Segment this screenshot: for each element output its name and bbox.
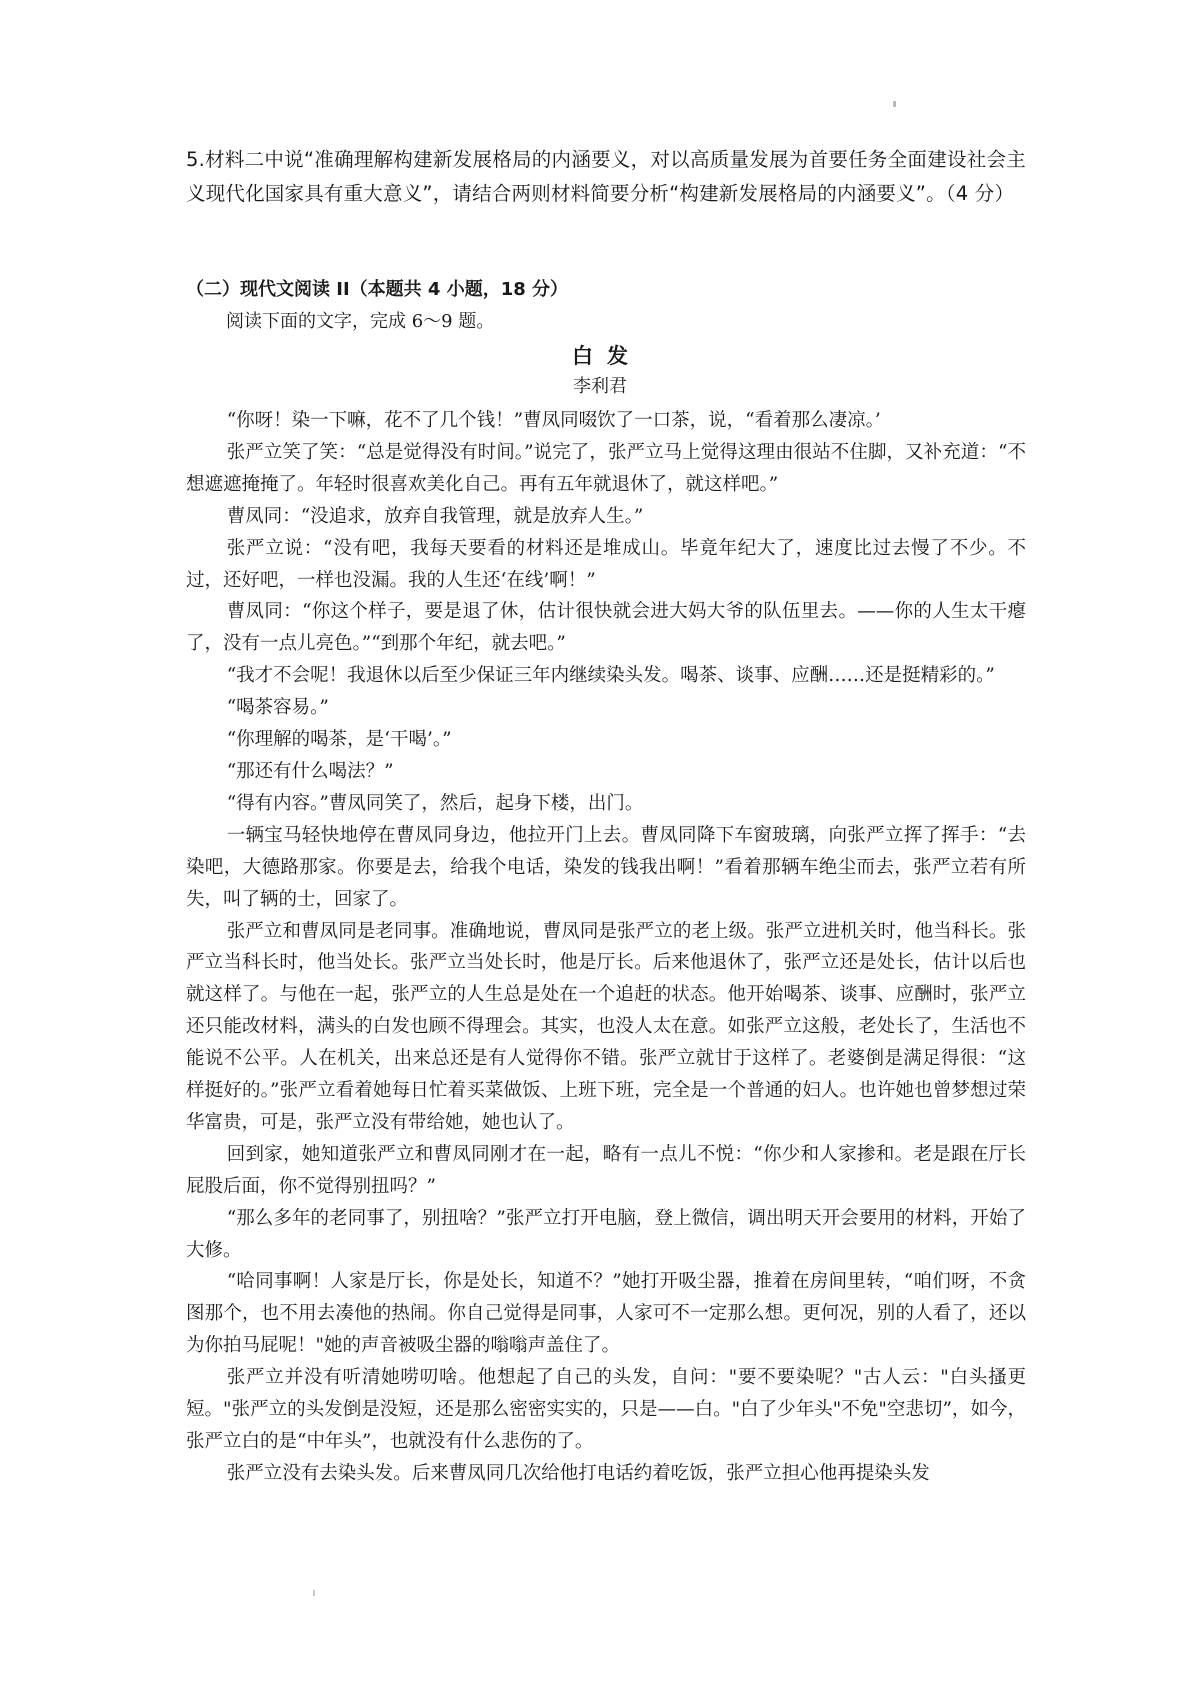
paragraph: “哈同事啊！人家是厅长，你是处长，知道不？”她打开吸尘器，推着在房间里转，“咱们呀，不贪图那个，也不用去凑他的热闹。你自己觉得是同事，人家可不一定那么想。更何况，别的人看了，还以为你拍马屁呢！"她的声音被吸尘器的嗡嗡声盖住了。 [186, 1271, 1026, 1357]
paragraph: 张严立并没有听清她唠叨啥。他想起了自己的头发，自问："要不要染呢？"古人云："白头搔更短。"张严立的头发倒是没短，还是那么密密实实的，只是——白。"白了少年头"不免"空悲切”，如今，张严立白的是“中年头”，也就没有什么悲伤的了。 [186, 1367, 1026, 1452]
paragraph: “你呀！染一下嘛，花不了几个钱！”曹凤同啜饮了一口茶，说，“看着那么凄凉。’ [226, 410, 881, 431]
question-5: 5.材料二中说“准确理解构建新发展格局的内涵要义，对以高质量发展为首要任务全面建设社会主义现代化国家具有重大意义”，请结合两则材料简要分析“构建新发展格局的内涵要义”。（4 分） [186, 148, 1026, 205]
paragraph: 曹凤同：“你这个样子，要是退了休，估计很快就会进大妈大爷的队伍里去。——你的人生太干瘪了，没有一点儿亮色。”“到那个年纪，就去吧。” [186, 601, 1026, 655]
paragraph: “你理解的喝茶，是‘干喝’。” [226, 729, 452, 751]
paragraph: 回到家，她知道张严立和曹凤同刚才在一起，略有一点儿不悦：“你少和人家掺和。老是跟在厅长屁股后面，你不觉得别扭吗？” [186, 1143, 1026, 1197]
paragraph: “那么多年的老同事了，别扭啥？”张严立打开电脑，登上微信，调出明天开会要用的材料，开始了大修。 [186, 1207, 1026, 1261]
story-author: 李利君 [573, 376, 627, 397]
paragraph: “得有内容。”曹凤同笑了，然后，起身下楼，出门。 [226, 792, 644, 814]
paragraph: “我才不会呢！我退休以后至少保证三年内继续染头发。喝茶、谈事、应酬……还是挺精彩的。” [226, 665, 995, 687]
paragraph: 曹凤同：“没追求，放弃自我管理，就是放弃人生。” [226, 505, 644, 527]
paragraph: 张严立和曹凤同是老同事。准确地说，曹凤同是张严立的老上级。张严立进机关时，他当科长。张严立当科长时，他当处长。张严立当处长时，他是厅长。后来他退休了，张严立还是处长，估计以后也就这样了。与他在一起，张严立的人生总是处在一个追赶的状态。他开始喝茶、谈事、应酬时，张严立还只能改材料，满头的白发也顾不得理会。其实，也没人太在意。如张严立这般，老处长了，生活也不能说不公平。人在机关，出来总还是有人觉得你不错。张严立就甘于这样了。老婆倒是满足得很：“这样挺好的。”张严立看着她每日忙着买菜做饭、上班下班，完全是一个普通的妇人。也许她也曾梦想过荣华富贵，可是，张严立没有带给她，她也认了。 [186, 920, 1026, 1133]
paragraph: 张严立没有去染头发。后来曹凤同几次给他打电话约着吃饭，张严立担心他再提染头发 [226, 1462, 930, 1484]
paragraph: 一辆宝马轻快地停在曹凤同身边，他拉开门上去。曹凤同降下车窗玻璃，向张严立挥了挥手：“去染吧，大德路那家。你要是去，给我个电话，染发的钱我出啊！”看着那辆车绝尘而去，张严立若有所失，叫了辆的士，回家了。 [186, 824, 1026, 910]
section-heading: （二）现代文阅读 II（本题共 4 小题，18 分） [186, 279, 569, 300]
story-body [186, 405, 1026, 1490]
paragraph: “喝茶容易。” [226, 697, 329, 719]
paragraph: 张严立说：“没有吧，我每天要看的材料还是堆成山。毕竟年纪大了，速度比过去慢了不少。不过，还好吧，一样也没漏。我的人生还‘在线’啊！” [186, 537, 1026, 591]
paragraph: 张严立笑了笑：“总是觉得没有时间。”说完了，张严立马上觉得这理由很站不住脚，又补充道：“不想遮遮掩掩了。年轻时很喜欢美化自己。再有五年就退休了，就这样吧。” [186, 441, 1026, 495]
scan-mark [313, 1590, 315, 1596]
story-title: 白发 [572, 344, 642, 368]
reading-instruction: 阅读下面的文字，完成 6～9 题。 [226, 311, 495, 332]
paragraph: “那还有什么喝法？” [226, 760, 394, 782]
scan-mark [893, 101, 896, 107]
